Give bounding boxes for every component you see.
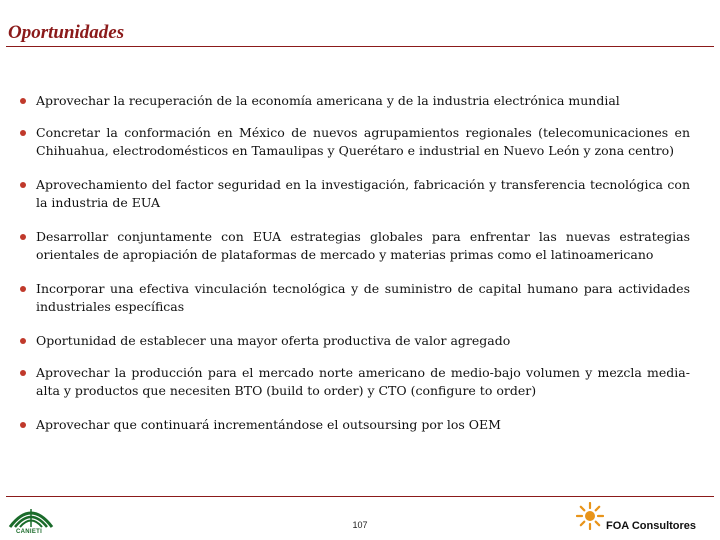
list-item-text: Aprovechar la producción para el mercado norte americano de medio-bajo volumen y mezcla media-alta y productos que necesiten BTO (build to order) y CTO (configure to order) (36, 365, 690, 398)
bullet-dot-icon (20, 234, 26, 240)
list-item-text: Desarrollar conjuntamente con EUA estrategias globales para enfrentar las nuevas estrategias orientales de apropiación de plataformas de mercado y materias primas como el latinoamericano (36, 229, 690, 262)
list-item (20, 92, 690, 110)
page-title: Oportunidades (8, 22, 125, 43)
foa-sun-logo-icon (576, 502, 604, 530)
bullet-dot-icon (20, 98, 26, 104)
list-item-text: Aprovechamiento del factor seguridad en la investigación, fabricación y transferencia tecnológica con la industria de EUA (36, 177, 690, 210)
title-divider (6, 46, 714, 47)
list-item (20, 124, 690, 160)
list-item (20, 416, 690, 434)
bullet-dot-icon (20, 182, 26, 188)
list-item-text: Aprovechar que continuará incrementándose el outsoursing por los OEM (36, 417, 501, 432)
canieti-logo-text: CANIETI (16, 529, 43, 535)
list-item-text: Concretar la conformación en México de nuevos agrupamientos regionales (telecomunicaciones en Chihuahua, electrodomésticos en Tamaulipas y Querétaro e industrial en Nuevo León y zona centro) (36, 125, 690, 158)
bullet-dot-icon (20, 422, 26, 428)
list-item-text: Aprovechar la recuperación de la economía americana y de la industria electrónica mundial (36, 93, 620, 108)
list-item (20, 280, 690, 316)
footer-divider (6, 496, 714, 497)
page-number: 107 (352, 520, 368, 530)
bullet-dot-icon (20, 286, 26, 292)
list-item-text: Incorporar una efectiva vinculación tecnológica y de suministro de capital humano para actividades industriales específicas (36, 281, 690, 314)
list-item (20, 176, 690, 212)
list-item-text: Oportunidad de establecer una mayor oferta productiva de valor agregado (36, 333, 511, 348)
bullet-dot-icon (20, 370, 26, 376)
brand-name: FOA Consultores (606, 520, 697, 532)
list-item (20, 364, 690, 400)
list-item (20, 228, 690, 264)
bullet-dot-icon (20, 338, 26, 344)
bullet-dot-icon (20, 130, 26, 136)
list-item (20, 332, 690, 350)
